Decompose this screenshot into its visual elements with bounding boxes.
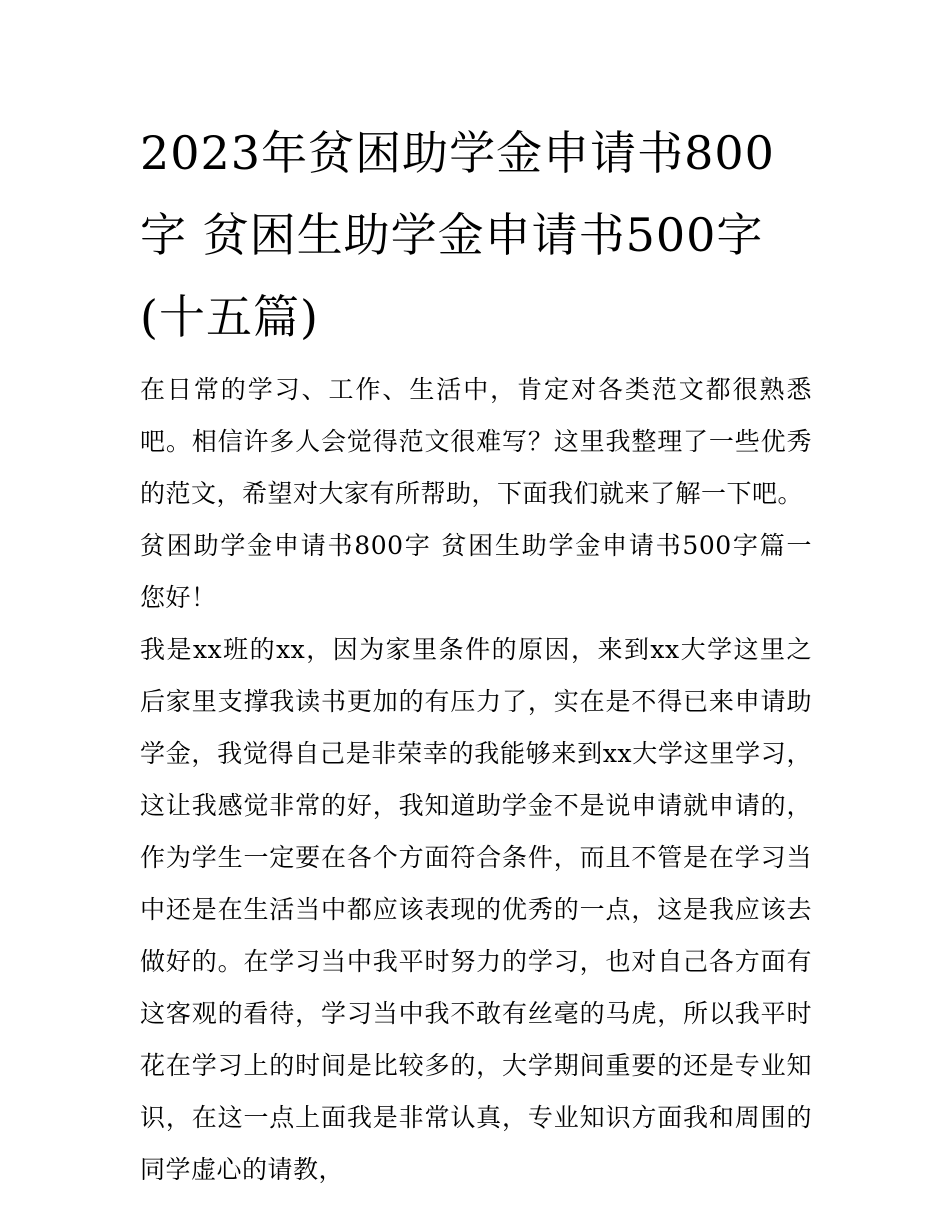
document-page xyxy=(140,112,812,1196)
paragraph-intro: 在日常的学习、工作、生活中，肯定对各类范文都很熟悉吧。相信许多人会觉得范文很难写？这里我整理了一些优秀的范文，希望对大家有所帮助，下面我们就来了解一下吧。 xyxy=(140,375,812,508)
document-title: 2023年贫困助学金申请书800字 贫困生助学金申请书500字(十五篇) xyxy=(140,126,775,344)
document-body xyxy=(140,364,812,1196)
paragraph-main: 我是xx班的xx，因为家里条件的原因，来到xx大学这里之后家里支撑我读书更加的有压力了，实在是不得已来申请助学金，我觉得自己是非荣幸的我能够来到xx大学这里学习，这让我感觉非常的好，我知道助学金不是说申请就申请的，作为学生一定要在各个方面符合条件，而且不管是在学习当中还是在生活当中都应该表现的优秀的一点，这是我应该去做好的。在学习当中我平时努力的学习，也对自己各方面有这客观的看待，学习当中我不敢有丝毫的马虎，所以我平时花在学习上的时间是比较多的，大学期间重要的还是专业知识，在这一点上面我是非常认真，专业知识方面我和周围的同学虚心的请教， xyxy=(140,635,812,1184)
paragraph-heading-greeting: 贫困助学金申请书800字 贫困生助学金申请书500字篇一 您好！ xyxy=(140,531,812,612)
